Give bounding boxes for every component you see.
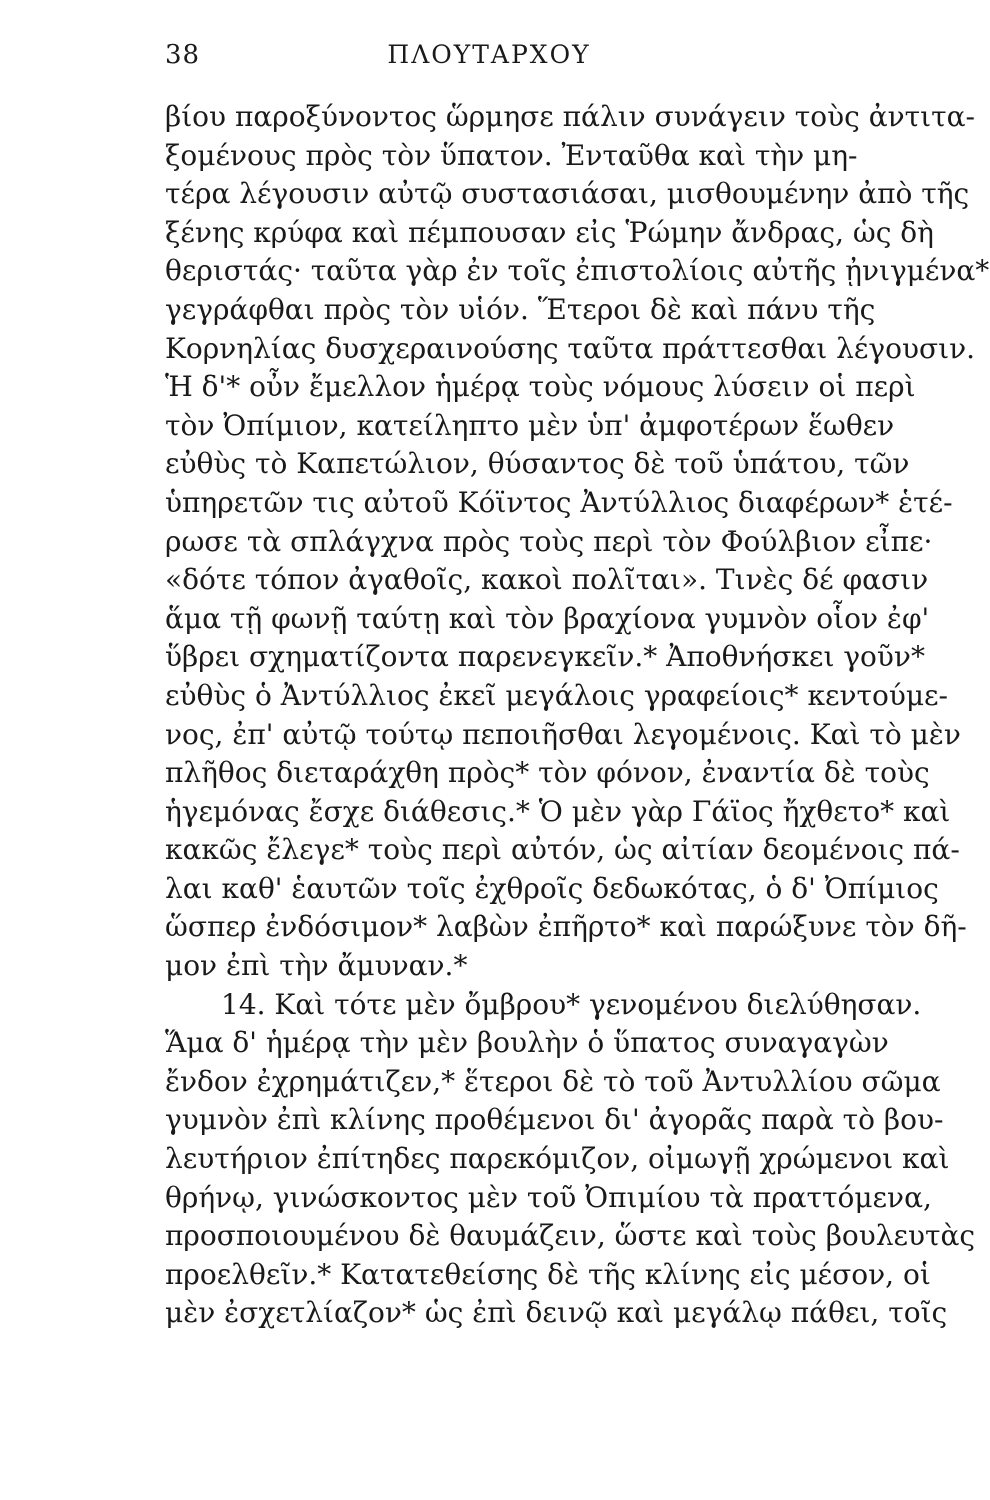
text-line: ἔνδον ἐχρημάτιζεν,* ἕτεροι δὲ τὸ τοῦ Ἀντυλλίου σῶμα — [165, 1064, 941, 1098]
text-line: Ἅμα δ' ἡμέρᾳ τὴν μὲν βουλὴν ὁ ὕπατος συναγαγὼν — [165, 1026, 889, 1060]
text-line: ὑπηρετῶν τις αὐτοῦ Κόϊντος Ἀντύλλιος διαφέρων* ἑτέ- — [165, 485, 953, 519]
text-line: γυμνὸν ἐπὶ κλίνης προθέμενοι δι' ἀγορᾶς παρὰ τὸ βου- — [165, 1103, 944, 1137]
text-line: μὲν ἐσχετλίαζον* ὡς ἐπὶ δεινῷ καὶ μεγάλῳ πάθει, τοῖς — [165, 1296, 948, 1330]
text-line: εὐθὺς ὁ Ἀντύλλιος ἐκεῖ μεγάλοις γραφείοις* κεντούμε- — [165, 678, 949, 712]
page-header — [165, 40, 813, 84]
text-line: εὐθὺς τὸ Καπετώλιον, θύσαντος δὲ τοῦ ὑπάτου, τῶν — [165, 447, 910, 481]
text-line: ὥσπερ ἐνδόσιμον* λαβὼν ἐπῆρτο* καὶ παρώξυνε τὸν δῆ- — [165, 910, 967, 944]
text-line: ὕβρει σχηματίζοντα παρενεγκεῖν.* Ἀποθνήσκει γοῦν* — [165, 640, 925, 674]
text-line: Ἡ δ'* οὖν ἔμελλον ἡμέρᾳ τοὺς νόμους λύσειν οἱ περὶ — [165, 370, 916, 404]
running-head: ΠΛΟΥΤΑΡΧΟΥ — [387, 40, 591, 69]
text-line: βίου παροξύνοντος ὥρμησε πάλιν συνάγειν τοὺς ἀντιτα- — [165, 100, 976, 133]
text-line: ξομένους πρὸς τὸν ὕπατον. Ἐνταῦθα καὶ τὴν μη- — [165, 138, 858, 172]
page-number: 38 — [165, 40, 201, 70]
text-line: θεριστάς· ταῦτα γὰρ ἐν τοῖς ἐπιστολίοις αὐτῆς ᾐνιγμένα* — [165, 254, 990, 288]
text-line: ρωσε τὰ σπλάγχνα πρὸς τοὺς περὶ τὸν Φούλβιον εἶπε· — [165, 524, 933, 558]
section-start-line: 14. Καὶ τότε μὲν ὄμβρου* γενομένου διελύθησαν. — [221, 987, 922, 1021]
text-line: Κορνηλίας δυσχεραινούσης ταῦτα πράττεσθαι λέγουσιν. — [165, 331, 976, 365]
text-line: «δότε τόπον ἀγαθοῖς, κακοὶ πολῖται». Τινὲς δέ φασιν — [165, 563, 929, 597]
body-text — [165, 98, 990, 1333]
text-line: προελθεῖν.* Κατατεθείσης δὲ τῆς κλίνης εἰς μέσον, οἱ — [165, 1257, 931, 1291]
text-line: ἡγεμόνας ἔσχε διάθεσις.* Ὁ μὲν γὰρ Γάϊος ἤχθετο* καὶ — [165, 794, 951, 828]
text-line: λευτήριον ἐπίτηδες παρεκόμιζον, οἰμωγῇ χρώμενοι καὶ — [165, 1142, 950, 1176]
text-line: γεγράφθαι πρὸς τὸν υἱόν. Ἕτεροι δὲ καὶ πάνυ τῆς — [165, 292, 876, 326]
text-line: θρήνῳ, γινώσκοντος μὲν τοῦ Ὀπιμίου τὰ πραττόμενα, — [165, 1180, 932, 1214]
text-line: τέρα λέγουσιν αὐτῷ συστασιάσαι, μισθουμένην ἀπὸ τῆς — [165, 177, 970, 211]
text-line: τὸν Ὀπίμιον, κατείληπτο μὲν ὑπ' ἀμφοτέρων ἕωθεν — [165, 408, 895, 442]
text-line: κακῶς ἔλεγε* τοὺς περὶ αὐτόν, ὡς αἰτίαν δεομένοις πά- — [165, 833, 960, 867]
text-line: προσποιουμένου δὲ θαυμάζειν, ὥστε καὶ τοὺς βουλευτὰς — [165, 1219, 976, 1253]
text-line: πλῆθος διεταράχθη πρὸς* τὸν φόνον, ἐναντία δὲ τοὺς — [165, 756, 930, 790]
text-line: μον ἐπὶ τὴν ἄμυναν.* — [165, 949, 468, 983]
text-line: ξένης κρύφα καὶ πέμπουσαν εἰς Ῥώμην ἄνδρας, ὡς δὴ — [165, 215, 934, 249]
text-line: ἅμα τῇ φωνῇ ταύτῃ καὶ τὸν βραχίονα γυμνὸν οἷον ἐφ' — [165, 601, 930, 635]
text-line: λαι καθ' ἑαυτῶν τοῖς ἐχθροῖς δεδωκότας, ὁ δ' Ὀπίμιος — [165, 871, 939, 905]
text-line: νος, ἐπ' αὐτῷ τούτῳ πεποιῆσθαι λεγομένοις. Καὶ τὸ μὲν — [165, 717, 961, 751]
